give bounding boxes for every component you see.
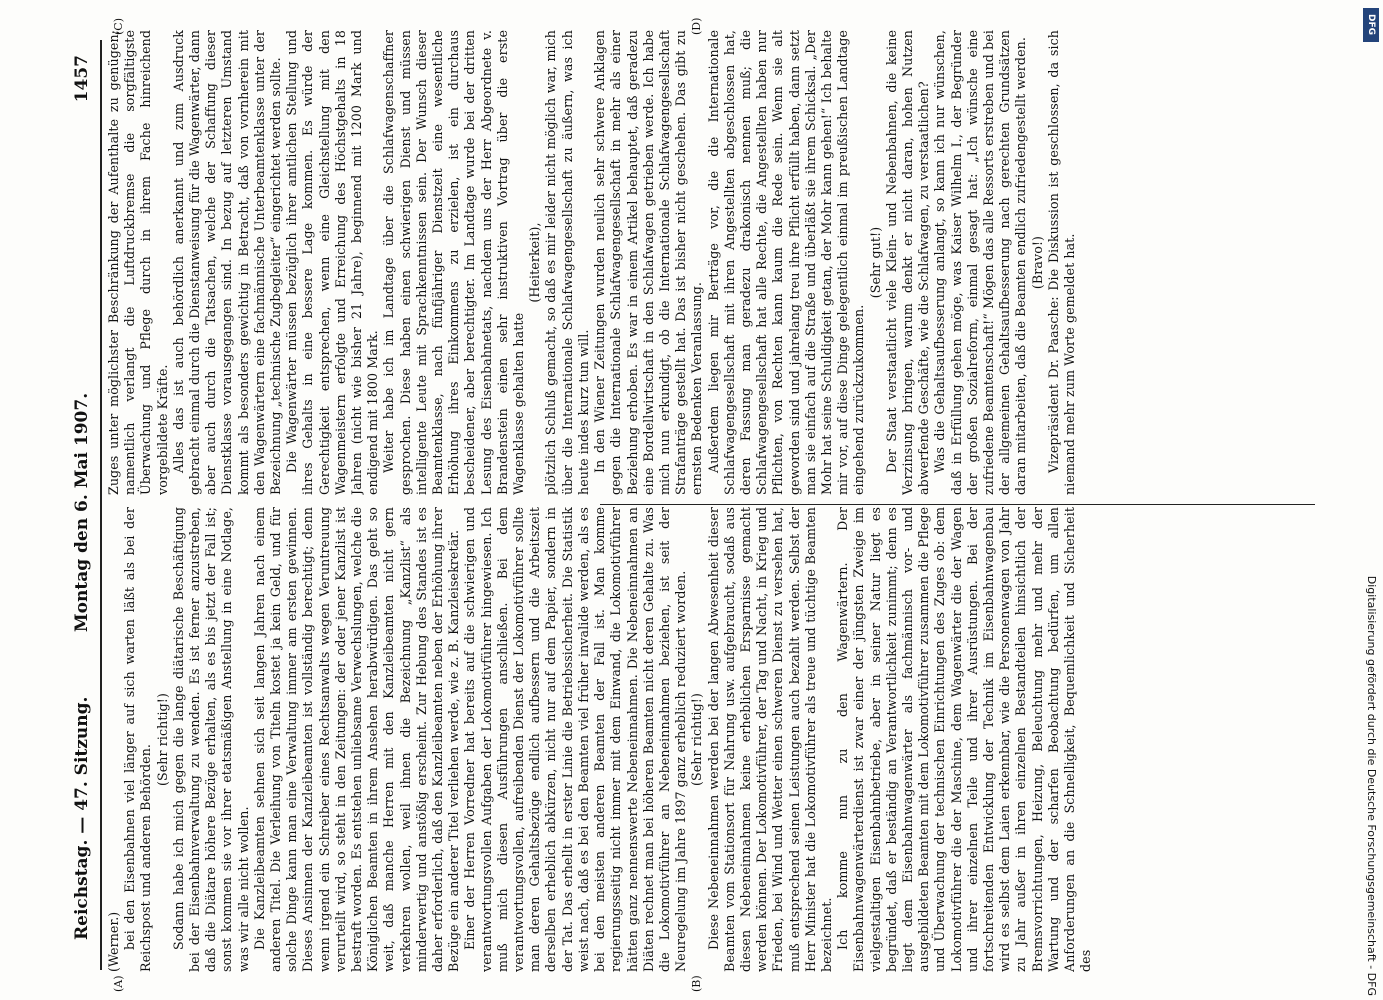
paragraph: Außerdem liegen mir Berträge vor, die die Internationale Schlafwagengesellschaft mit ihren Angestellten abgeschlossen hat, deren Fassung man geradezu drakonisch nennen muß; die Schlafwagengesellschaft hat alle Rechte, die Angestellten haben nur Pflichten, von Rechten kann kaum die Rede sein. Wenn sie alt geworden sind und jahrelang treu ihre Pflicht erfüllt haben, dann setzt man sie einfach auf die Straße und überläßt sie ihrem Schicksal. „Der Mohr hat seine Schuldigkeit getan, der Mohr kann gehen!“ Ich behalte mir vor, auf diese Dinge gelegentlich einmal im preußischen Landtage eingehend zurückzukommen.	[705, 30, 867, 495]
paragraph: Sodann habe ich mich gegen die lange diätarische Beschäftigung bei der Eisenbahnverwaltung zu wenden. Es ist ferner anzustreben, daß die Diätare höhere Bezüge erhalten, als es bis jetzt der Fall ist; sonst kommen sie vor ihrer etatsmäßigen Anstellung in eine Notlage, was wir alle nicht wollen.	[170, 507, 251, 972]
interjection: (Sehr richtig!)	[154, 693, 170, 786]
paragraph: Die Kanzleibeamten sehnen sich seit langen Jahren nach einem anderen Titel. Die Verleihung von Titeln kostet ja kein Geld, und für solche Dinge kann man eine Verwaltung immer am ersten gewinnen. Dieses Ansinnen der Kanzleibeamten ist vollständig berechtigt; denn wenn irgend ein Schreiber eines Rechtsanwalts wegen Veruntreuung verurteilt wird, so steht in den Zeitungen: der oder jener Kanzlist ist bestraft worden. Es entstehen unliebsame Verwechslungen, welche die Königlichen Beamten in ihrem Ansehen herabwürdigen. Das geht so weit, daß manche Herren mit den Kanzleibeamten nicht gern verkehren wollen, weil ihnen die Bezeichnung „Kanzlist“ als minderwertig und anstößig erscheint. Zur Hebung des Standes ist es daher erforderlich, daß den Kanzleibeamten neben der Erhöhung ihrer Bezüge ein anderer Titel verliehen werde, wie z. B. Kanzleisekretär.	[251, 507, 462, 972]
margin-marker-a: (A)	[112, 975, 125, 992]
paragraph: Alles das ist auch behördlich anerkannt und zum Ausdruck gebracht einmal durch die Dienstanweisung für die Wagenwärter, dann aber auch durch die Tatsachen, welche der Schaffung dieser Dienstklasse vorausgegangen sind. In bezug auf letzteren Umstand kommt als besonders gewichtig in Betracht, daß von vornherein mit den Wagenwärtern eine fachmännische Unterbeamtenklasse unter der Bezeichnung „technische Zugbegleiter“ eingerichtet werden sollte.	[170, 30, 284, 495]
page-header	[62, 55, 102, 970]
header-page-number: 1457	[72, 55, 92, 103]
margin-marker-d: (D)	[690, 17, 703, 35]
digitization-stamp	[1363, 6, 1379, 996]
header-session-title: Reichstag. — 47. Sitzung.	[72, 696, 92, 940]
header-rule	[100, 40, 102, 970]
paragraph: In den Wiener Zeitungen wurden neulich sehr schwere Anklagen gegen die Internationale Schlafwagengesellschaft in mehr als einer Beziehung erhoben. Es war in einem Artikel behauptet, daß geradezu eine Bordellwirtschaft in den Schlafwagen getrieben werde. Ich habe mich nun erkundigt, ob die Internationale Schlafwagengesellschaft Strafanträge gestellt hat. Das ist bisher nicht geschehen. Das gibt zu ernsten Bedenken Veranlassung.	[592, 30, 705, 495]
left-text-column	[106, 507, 1321, 972]
interjection: (Sehr richtig!)	[689, 693, 705, 786]
paragraph: bei den Eisenbahnen viel länger auf sich warten läßt als bei der Reichspost und anderen Behörden.	[122, 507, 154, 972]
paragraph: Einer der Herren Vorredner hat bereits auf die schwierigen und verantwortungsvollen Aufgaben der Lokomotivführer hingewiesen. Ich muß mich diesen Ausführungen anschließen. Bei dem verantwortungsvollen, aufreibenden Dienst der Lokomotivführer sollte man deren Gehaltsbezüge endlich aufbessern und die Arbeitszeit derselben erheblich abkürzen, nicht nur auf dem Papier, sondern in der Tat. Das erhellt in erster Linie die Betriebssicherheit. Die Statistik weist nach, daß es bei den Beamten viel früher invalide werden, als es bei den meisten anderen Beamten der Fall ist. Man komme regierungsseitig nicht immer mit dem Einwand, die Lokomotivführer hätten ganz nennenswerte Nebeneinnahmen. Die Nebeneinnahmen an Diäten rechnet man bei höheren Beamten nicht deren Gehalte zu. Was die Lokomotivführer an Nebeneinnahmen beziehen, ist seit der Neuregelung im Jahre 1897 ganz erheblich reduziert worden.	[462, 507, 689, 972]
margin-marker-b: (B)	[690, 975, 703, 992]
interjection: (Bravo!)	[1029, 235, 1045, 290]
dfg-logo: DFG	[1363, 8, 1379, 42]
paragraph: Zuges unter möglichster Beschränkung der Aufenthalte zu genügen; namentlich verlangt die Luftdruckbremse die sorgfältigste Überwachung und Pflege durch in ihrem Fache hinreichend vorgebildete Kräfte.	[106, 30, 170, 495]
interjection: (Heiterkeit),	[527, 222, 543, 303]
paragraph: Der Staat verstaatlicht viele Klein- und Nebenbahnen, die keine Verzinsung bringen, warum denkt er nicht daran, hohen Nutzen abwerfende Geschäfte, wie die Schlafwagen, zu verstaatlichen?	[883, 30, 932, 495]
paragraph: Was die Gehaltsaufbesserung anlangt, so kann ich nur wünschen, daß in Erfüllung gehen möge, was Kaiser Wilhelm I., der Begründer der großen Sozialreform, einmal gesagt hat: „Ich wünsche eine zufriedene Beamtenschaft!“ Mögen das alle Ressorts erstreben und bei der allgemeinen Gehaltsaufbesserung nach gerechten Grundsätzen daran mitarbeiten, daß die Beamten endlich zufriedengestellt werden.	[932, 30, 1029, 495]
right-text-column	[106, 30, 1321, 495]
paragraph: plötzlich Schluß gemacht, so daß es mir leider nicht möglich war, mich über die Internationale Schlafwagengesellschaft zu äußern, was ich heute indes kurz tun will.	[543, 30, 591, 495]
paragraph: Weiter habe ich im Landtage über die Schlafwagenschaffner gesprochen. Diese haben einen schwierigen Dienst und müssen intelligente Leute mit Sprachkenntnissen sein. Der Wunsch dieser Beamtenklasse, nach fünfjähriger Dienstzeit eine wesentliche Erhöhung ihres Einkommens zu erzielen, ist ein durchaus bescheidener, aber berechtigter. Im Landtage wurde bei der dritten Lesung des Eisenbahnetats, nachdem uns der Herr Abgeordnete v. Brandenstein einen sehr instruktiven Vortrag über die erste Wagenklasse gehalten hatte	[381, 30, 527, 495]
interjection: (Sehr gut!)	[867, 226, 883, 299]
paragraph: Diese Nebeneinnahmen werden bei der langen Abwesenheit dieser Beamten vom Stationsort für Nahrung usw. aufgebraucht, sodaß aus diesen Nebeneinnahmen keine erheblichen Ersparnisse gemacht werden können. Der Lokomotivführer, der Tag und Nacht, in Krieg und Frieden, bei Wind und Wetter einen schweren Dienst zu versehen hat, muß entsprechend seinen Leistungen auch bezahlt werden. Selbst der Herr Minister hat die Lokomotivführer als treue und tüchtige Beamten bezeichnet.	[705, 507, 834, 972]
column-divider	[600, 504, 1315, 505]
paragraph: Vizepräsident Dr. Paasche: Die Diskussion ist geschlossen, da sich niemand mehr zum Worte gemeldet hat.	[1045, 30, 1077, 495]
paragraph: Die Wagenwärter müssen bezüglich ihrer amtlichen Stellung und ihres Gehalts in eine bessere Lage kommen. Es würde der Gerechtigkeit entsprechen, wenn eine Gleichstellung mit den Wagenmeistern erfolgte und Erreichung des Höchstgehalts in 18 Jahren (nicht wie bisher 21 Jahre), beginnend mit 1200 Mark und endigend mit 1800 Mark.	[284, 30, 381, 495]
header-date: Montag den 6. Mai 1907.	[72, 392, 92, 633]
paragraph: Ich komme nun zu den Wagenwärtern. Der Eisenbahnwagenwärterdienst ist zwar einer der jüngsten Zweige im vielgestaltigen Eisenbahnbetriebe, aber in seiner Natur liegt es begründet, daß er beständig an Verantwortlichkeit zunimmt; denn es liegt dem Eisenbahnwagenwärter als fachmännisch vor- und ausgebildeten Beamten mit dem Lokomotivführer zusammen die Pflege und Überwachung der technischen Einrichtungen des Zuges ob: dem Lokomotivführer die der Maschine, dem Wagenwärter die der Wagen und ihrer einzelnen Teile und ihrer Ausrüstungen. Bei der fortschreitenden Entwicklung der Technik im Eisenbahnwagenbau wird es selbst dem Laien erkennbar, wie die Personenwagen von Jahr zu Jahr außer in ihren einzelnen Bestandteilen hinsichtlich der Bremsvorrichtungen, Heizung, Beleuchtung mehr und mehr der Wartung und der scharfen Beobachtung bedürfen, um allen Anforderungen an die Schnelligkeit, Bequemlichkeit und Sicherheit des	[835, 507, 1094, 972]
margin-marker-c: (C)	[112, 18, 125, 35]
digitization-stamp-text: Digitalisierung gefördert durch die Deutsche Forschungsgemeinschaft - DFG	[1365, 575, 1378, 996]
speaker-label: (Werner.)	[106, 911, 121, 972]
